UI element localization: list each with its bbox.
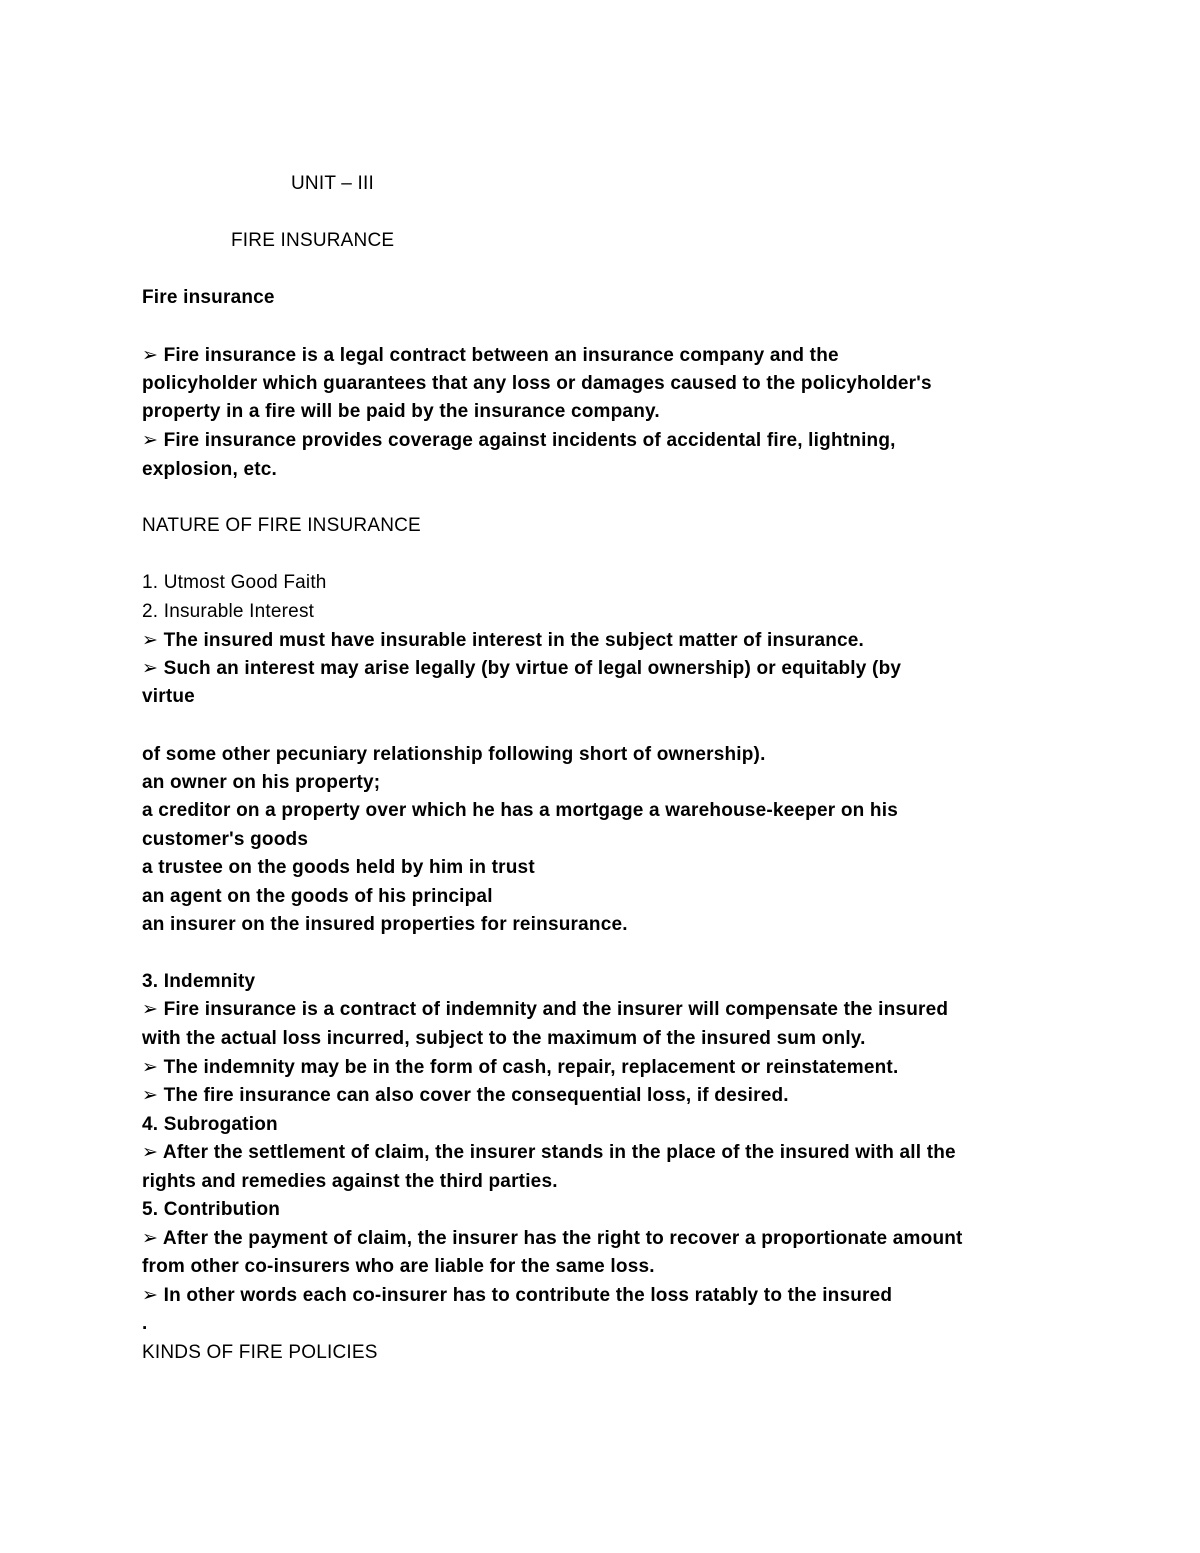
- chapter-heading: FIRE INSURANCE: [231, 230, 395, 251]
- bullet-line: ➢ The fire insurance can also cover the consequential loss, if desired.: [142, 1085, 789, 1106]
- bullet-line: ➢ The insured must have insurable interest in the subject matter of insurance.: [142, 630, 865, 651]
- bullet-line: ➢ The indemnity may be in the form of cash, repair, replacement or reinstatement.: [142, 1057, 899, 1078]
- numbered-item: 1. Utmost Good Faith: [142, 572, 327, 593]
- paragraph-line: .: [142, 1313, 148, 1334]
- numbered-item: 2. Insurable Interest: [142, 601, 315, 622]
- bullet-line: ➢ Fire insurance provides coverage against incidents of accidental fire, lightning,: [142, 430, 896, 451]
- paragraph-line: virtue: [142, 686, 195, 707]
- bullet-line: ➢ Such an interest may arise legally (by virtue of legal ownership) or equitably (by: [142, 658, 902, 679]
- paragraph-line: policyholder which guarantees that any loss or damages caused to the policyholder's: [142, 373, 932, 394]
- list-line: a creditor on a property over which he has a mortgage a warehouse-keeper on his: [142, 800, 898, 821]
- bullet-line: ➢ After the settlement of claim, the insurer stands in the place of the insured with all the: [142, 1142, 956, 1163]
- list-line: an owner on his property;: [142, 772, 381, 793]
- numbered-item: 5. Contribution: [142, 1199, 281, 1220]
- section-title: Fire insurance: [142, 287, 275, 308]
- paragraph-line: of some other pecuniary relationship following short of ownership).: [142, 744, 766, 765]
- list-line: an agent on the goods of his principal: [142, 886, 493, 907]
- unit-heading: UNIT – III: [291, 173, 374, 194]
- section-heading: KINDS OF FIRE POLICIES: [142, 1342, 378, 1363]
- paragraph-line: with the actual loss incurred, subject to the maximum of the insured sum only.: [142, 1028, 866, 1049]
- bullet-line: ➢ Fire insurance is a legal contract between an insurance company and the: [142, 345, 839, 366]
- paragraph-line: property in a fire will be paid by the insurance company.: [142, 401, 660, 422]
- list-line: customer's goods: [142, 829, 309, 850]
- numbered-item: 3. Indemnity: [142, 971, 256, 992]
- list-line: an insurer on the insured properties for reinsurance.: [142, 914, 628, 935]
- paragraph-line: from other co-insurers who are liable for the same loss.: [142, 1256, 655, 1277]
- bullet-line: ➢ In other words each co-insurer has to contribute the loss ratably to the insured: [142, 1285, 893, 1306]
- bullet-line: ➢ Fire insurance is a contract of indemnity and the insurer will compensate the insured: [142, 999, 949, 1020]
- bullet-line: ➢ After the payment of claim, the insurer has the right to recover a proportionate amount: [142, 1228, 963, 1249]
- section-heading: NATURE OF FIRE INSURANCE: [142, 515, 421, 536]
- list-line: a trustee on the goods held by him in trust: [142, 857, 535, 878]
- paragraph-line: rights and remedies against the third parties.: [142, 1171, 558, 1192]
- numbered-item: 4. Subrogation: [142, 1114, 278, 1135]
- paragraph-line: explosion, etc.: [142, 459, 277, 480]
